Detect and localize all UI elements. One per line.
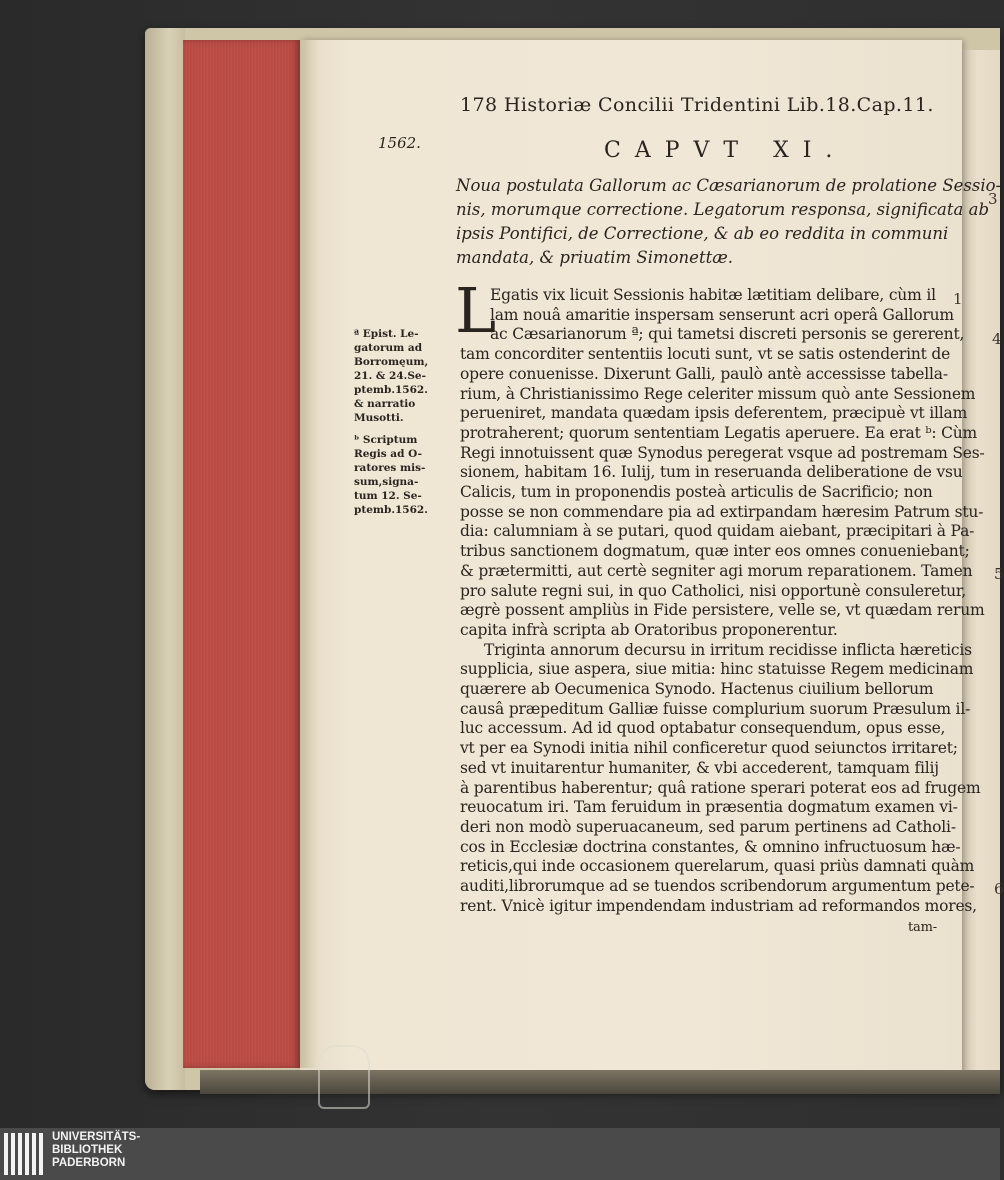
body-line: à parentibus haberentur; quâ ratione sperari poterat eos ad frugem bbox=[460, 779, 981, 797]
chapter-title-line: nis, morumque correctione. Legatorum responsa, significata ab bbox=[456, 200, 990, 219]
body-line: tam concorditer sententiis locuti sunt, vt se satis ostenderint de bbox=[460, 345, 951, 363]
body-line: cos in Ecclesiæ doctrina constantes, & omnino infructuosum hæ- bbox=[460, 838, 961, 856]
chapter-title-line: mandata, & priuatim Simonettæ. bbox=[456, 248, 733, 267]
body-line: vt per ea Synodi initia nihil conficeretur quod seiunctos irritaret; bbox=[460, 739, 958, 757]
margin-note-line: ª Epist. Le- bbox=[354, 328, 419, 340]
drop-cap: L bbox=[455, 274, 497, 347]
body-line: Regi innotuissent quæ Synodus peregerat vsque ad postremam Ses- bbox=[460, 444, 985, 462]
body-line: ægrè possent ampliùs in Fide persistere, velle se, vt quædam rerum bbox=[460, 601, 985, 619]
body-line: reuocatum iri. Tam feruidum in præsentia dogmatum examen vi- bbox=[460, 798, 958, 816]
body-line: reticis,qui inde occasionem querelarum, quasi priùs damnati quàm bbox=[460, 857, 975, 875]
chapter-heading: CAPVT XI. bbox=[604, 138, 847, 163]
margin-note-line: ratores mis- bbox=[354, 462, 426, 474]
margin-note-line: 21. & 24.Se- bbox=[354, 370, 426, 382]
margin-year: 1562. bbox=[378, 134, 421, 152]
body-line: & prætermitti, aut certè segniter agi morum reparationem. Tamen bbox=[460, 562, 973, 580]
body-line: quærere ab Oecumenica Synodo. Hactenus ciuilium bellorum bbox=[460, 680, 934, 698]
body-line: pro salute regni sui, in quo Catholici, nisi opportunè consuleretur, bbox=[460, 582, 967, 600]
footer-bar bbox=[0, 1128, 1000, 1180]
body-line: tribus sanctionem dogmatum, quæ inter eos omnes conueniebant; bbox=[460, 542, 970, 560]
running-head: 178 Historiæ Concilii Tridentini Lib.18.Cap.11. bbox=[460, 94, 934, 116]
body-line: perueniret, mandata quædam ipsis deferentem, præcipuè vt illam bbox=[460, 404, 968, 422]
margin-note-line: Musotti. bbox=[354, 412, 404, 424]
body-line: Calicis, tum in proponendis posteà articulis de Sacrificio; non bbox=[460, 483, 933, 501]
body-line: auditi,librorumque ad se tuendos scribendorum argumentum pete- bbox=[460, 877, 975, 895]
body-line: dia: calumniam à se putari, quod quidam aiebant, præcipitari à Pa- bbox=[460, 522, 975, 540]
margin-note-line: & narratio bbox=[354, 398, 416, 410]
body-line: deri non modò superuacaneum, sed parum pertinens ad Catholi- bbox=[460, 818, 956, 836]
page-gutter bbox=[300, 40, 318, 1068]
library-logo-text: UNIVERSITÄTS- BIBLIOTHEK PADERBORN bbox=[52, 1131, 141, 1169]
chapter-title-line: Noua postulata Gallorum ac Cæsarianorum de prolatione Sessio- bbox=[456, 176, 1002, 195]
library-logo-icon bbox=[4, 1133, 46, 1175]
body-line: posse se non commendare pia ad extirpandam hæresim Patrum stu- bbox=[460, 503, 984, 521]
body-line: lam nouâ amaritie inspersam senserunt acri operâ Gallorum bbox=[490, 306, 954, 324]
margin-note-line: gatorum ad bbox=[354, 342, 423, 354]
margin-note-line: tum 12. Se- bbox=[354, 490, 422, 502]
margin-number: 6 bbox=[994, 880, 1004, 898]
body-line: sionem, habitam 16. Iulij, tum in reseruanda deliberatione de vsu bbox=[460, 463, 963, 481]
body-line: luc accessum. Ad id quod optabatur consequendum, opus esse, bbox=[460, 719, 946, 737]
body-line: capita infrà scripta ab Oratoribus proponerentur. bbox=[460, 621, 838, 639]
body-line: rium, à Christianissimo Rege celeriter missum quò ante Sessionem bbox=[460, 385, 976, 403]
body-line: sed vt inuitarentur humaniter, & vbi accederent, tamquam filij bbox=[460, 759, 939, 777]
page-clip bbox=[318, 1045, 370, 1109]
margin-note-line: sum,signa- bbox=[354, 476, 419, 488]
margin-note-line: Borromęum, bbox=[354, 356, 429, 368]
body-line: supplicia, siue aspera, siue mitia: hinc statuisse Regem medicinam bbox=[460, 660, 974, 678]
margin-note-line: ᵇ Scriptum bbox=[354, 434, 418, 446]
catchword: tam- bbox=[908, 920, 937, 935]
body-line: opere conuenisse. Dixerunt Galli, paulò antè accessisse tabella- bbox=[460, 365, 948, 383]
chapter-title-line: ipsis Pontifici, de Correctione, & ab eo reddita in communi bbox=[456, 224, 949, 243]
red-page-edges bbox=[183, 40, 300, 1068]
margin-note-line: Regis ad O- bbox=[354, 448, 422, 460]
margin-note-line: ptemb.1562. bbox=[354, 504, 428, 516]
body-line: rent. Vnicè igitur impendendam industriam ad reformandos mores, bbox=[460, 897, 977, 915]
margin-number: 5 bbox=[994, 565, 1004, 583]
margin-number: 1 bbox=[953, 290, 963, 308]
body-line: protraherent; quorum sententiam Legatis aperuere. Ea erat ᵇ: Cùm bbox=[460, 424, 978, 442]
body-line: causâ præpeditum Galliæ fuisse complurium suorum Præsulum il- bbox=[460, 700, 971, 718]
body-line: Egatis vix licuit Sessionis habitæ lætitiam delibare, cùm il bbox=[490, 286, 936, 304]
margin-number: 4 bbox=[992, 330, 1002, 348]
margin-number: 3 bbox=[988, 190, 998, 208]
book-spine-edge bbox=[145, 28, 185, 1090]
body-line: ac Cæsarianorum ª; qui tametsi discreti personis se gererent, bbox=[490, 325, 965, 343]
body-line: Triginta annorum decursu in irritum recidisse inflicta hæreticis bbox=[484, 641, 972, 659]
margin-note-line: ptemb.1562. bbox=[354, 384, 428, 396]
